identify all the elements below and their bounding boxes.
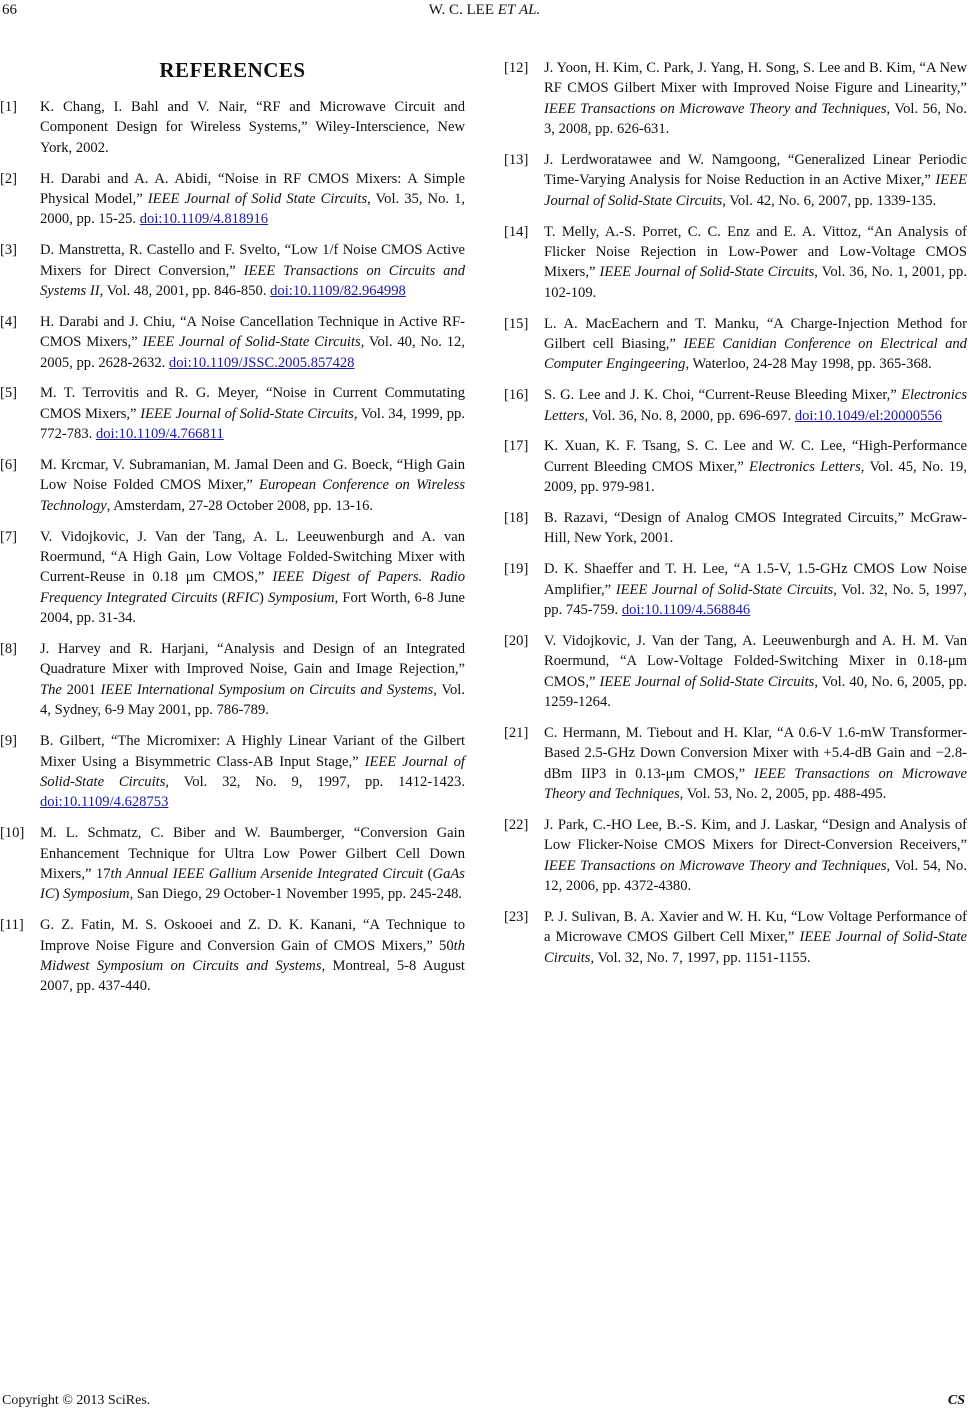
reference-text-segment: , Vol. 56, No. 3, 2008, pp. 626-631. [544,100,967,138]
reference-source-italic: th Midwest Symposium on Circuits and Systems [40,937,465,974]
reference-number: [22] [504,816,529,833]
reference-text-segment: , Vol. 40, No. 12, 2005, pp. 2628-2632. [40,334,465,371]
reference-item [0,240,465,301]
reference-text-segment: P. J. Sulivan, B. A. Xavier and W. H. Ku, “Low Voltage Performance of a Microwave CMOS Gilbert Cell Mixer,” [544,908,967,946]
page-header [0,0,969,28]
page-footer [0,1393,969,1413]
reference-number: [20] [504,632,529,649]
reference-text-segment: V. Vidojkovic, J. Van der Tang, A. Leeuwenburgh and A. H. M. Van Roermund, “A Low-Voltage Folded-Switching Mixer in 0.18-μm CMOS,” [544,632,967,690]
reference-text-segment: , Vol. 32, No. 9, 1997, pp. 1412-1423. [165,773,465,790]
reference-number: [13] [504,152,529,169]
reference-number: [15] [504,315,529,332]
reference-text-segment: , Waterloo, 24-28 May 1998, pp. 365-368. [685,356,932,373]
doi-link[interactable]: doi:10.1109/4.568846 [621,602,751,619]
running-head-author: W. C. LEE [428,2,494,18]
reference-text [544,508,967,549]
doi-link[interactable]: doi:10.1109/JSSC.2005.857428 [168,354,355,371]
left-column [0,58,465,1007]
reference-text-segment: , Vol. 42, No. 6, 2007, pp. 1339-135. [722,192,937,209]
reference-text-segment: , Vol. 34, 1999, pp. 772-783. [40,405,465,443]
reference-text [40,823,465,905]
reference-text [544,559,967,620]
reference-text [544,723,967,805]
reference-text-segment: J. Park, C.-HO Lee, B.-S. Kim, and J. Laskar, “Design and Analysis of Low Flicker-Noise CMOS Mixers for Direct-Conversion Receivers,” [544,816,967,854]
reference-text-segment: , Vol. 48, 2001, pp. 846-850. [99,283,271,300]
doi-link[interactable]: doi:10.1109/4.766811 [95,426,224,443]
reference-number: [21] [504,724,529,741]
reference-number: [7] [0,528,18,545]
reference-text-segment: , Vol. 40, No. 6, 2005, pp. 1259-1264. [544,673,968,711]
reference-source-italic: IEEE Digest of Papers. Radio Frequency Integrated Circuits [40,569,465,606]
reference-text-segment: , Vol. 32, No. 5, 1997, pp. 745-759. [544,581,967,619]
reference-source-italic: IEEE Journal of Solid-State Circuits [599,264,815,281]
reference-text-segment: C. Hermann, M. Tiebout and H. Klar, “A 0.6-V 1.6-mW Transformer-Based 2.5-GHz Down Conversion Mixer with +5.4-dB Gain and −2.8-dBm IIP3 in 0.13-μm CMOS,” [544,724,967,782]
reference-source-italic: IEEE Transactions on Microwave Theory and Techniques [544,100,887,117]
reference-number: [4] [0,313,18,330]
reference-item [0,823,465,905]
reference-text-segment: , Fort Worth, 6-8 June 2004, pp. 31-34. [40,589,465,627]
reference-text [40,97,465,158]
reference-source-italic: IEEE International Symposium on Circuits and Systems [100,681,434,698]
reference-number: [11] [0,917,24,934]
reference-text-segment: , Amsterdam, 27-28 October 2008, pp. 13-16. [106,497,374,514]
reference-text-segment: , Vol. 35, No. 1, 2000, pp. 15-25. [40,191,466,228]
references-heading: REFERENCES [159,58,306,82]
reference-text [544,222,967,304]
reference-text [544,436,967,497]
reference-text-segment: M. L. Schmatz, C. Biber and W. Baumberger, “Conversion Gain Enhancement Technique for Ultra Low Power Gilbert Cell Down Mixers,” 17 [40,825,465,882]
reference-source-italic: IEEE Journal of Solid State Circuits [147,191,368,208]
reference-source-italic: IEEE Journal of Solid-State Circuits [599,673,815,690]
doi-link[interactable]: doi:10.1109/4.818916 [139,211,269,228]
reference-text-segment: ) [259,589,269,606]
reference-source-italic: IEEE Journal of Solid-State Circuits [142,334,361,351]
reference-text-segment: ( [423,865,433,882]
reference-text-segment: , Vol. 4, Sydney, 6-9 May 2001, pp. 786-789. [40,681,465,719]
reference-source-italic: IEEE Transactions on Microwave Theory and Techniques [544,857,887,874]
reference-number: [8] [0,641,18,658]
reference-number: [3] [0,242,18,259]
reference-text-segment: , Vol. 32, No. 7, 1997, pp. 1151-1155. [590,949,811,966]
right-column [504,58,967,979]
reference-item [504,815,967,897]
reference-item [504,150,967,211]
reference-source-italic: IEEE Journal of Solid-State Circuits [544,929,967,966]
reference-text-segment: L. A. MacEachern and T. Manku, “A Charge-Injection Method for Gilbert cell Biasing,” [544,315,967,353]
reference-item [0,312,465,373]
reference-text [544,58,967,140]
reference-text-segment: , Vol. 45, No. 19, 2009, pp. 979-981. [544,458,967,496]
reference-number: [6] [0,457,18,474]
reference-text-segment: ( [217,589,227,606]
reference-text [544,314,967,375]
reference-text-segment: M. T. Terrovitis and R. G. Meyer, “Noise in Current Commutating CMOS Mixers,” [40,385,465,422]
reference-text-segment: H. Darabi and J. Chiu, “A Noise Cancellation Technique in Active RF-CMOS Mixers,” [40,313,465,351]
reference-text-segment: ) [54,886,64,903]
reference-item [504,723,967,805]
reference-item [0,169,465,230]
reference-number: [14] [504,223,529,240]
reference-text-segment: , Vol. 36, No. 8, 2000, pp. 696-697. [584,407,795,424]
reference-number: [23] [504,908,529,925]
reference-text-segment: H. Darabi and A. A. Abidi, “Noise in RF CMOS Mixers: A Simple Physical Model,” [40,170,465,208]
reference-text-segment: , Montreal, 5-8 August 2007, pp. 437-440. [40,957,465,995]
reference-text-segment: G. Z. Fatin, M. S. Oskooei and Z. D. K. Kanani, “A Technique to Improve Noise Figure and Conversion Gain of CMOS Mixers,” 50 [40,917,465,954]
doi-link[interactable]: doi:10.1109/82.964998 [270,283,406,300]
reference-text-segment: K. Xuan, K. F. Tsang, S. C. Lee and W. C. Lee, “High-Performance Current Bleeding CMOS Mixer,” [544,438,967,475]
reference-number: [16] [504,387,529,404]
reference-number: [9] [0,733,18,750]
reference-text-segment: J. Lerdworatawee and W. Namgoong, “Generalized Linear Periodic Time-Varying Analysis for Noise Reduction in an Active Mixer,” [544,152,967,189]
reference-item [0,383,465,444]
reference-source-italic: IEEE Journal of Solid-State Circuits [615,581,834,598]
reference-source-italic: The [40,681,62,698]
reference-source-italic: European Conference on Wireless Technology [40,477,465,514]
doi-link[interactable]: doi:10.1109/4.628753 [40,794,169,811]
reference-text-segment: B. Gilbert, “The Micromixer: A Highly Linear Variant of the Gilbert Mixer Using a Bisymmetric Class-AB Input Stage,” [40,733,465,770]
reference-text [544,907,967,968]
reference-source-italic: th Annual IEEE Gallium Arsenide Integrated Circuit [110,865,424,882]
reference-item [504,58,967,140]
reference-item [0,455,465,516]
reference-source-italic: IEEE Canidian Conference on Electrical and Computer Engingeering [544,336,967,373]
reference-item [0,97,465,158]
reference-item [504,508,967,549]
reference-text [40,455,465,516]
reference-text-segment: D. K. Shaeffer and T. H. Lee, “A 1.5-V, 1.5-GHz CMOS Low Noise Amplifier,” [544,561,967,598]
reference-item [504,314,967,375]
reference-text [544,150,967,211]
reference-text-segment: , Vol. 53, No. 2, 2005, pp. 488-495. [679,786,887,803]
reference-number: [10] [0,825,25,842]
reference-number: [17] [504,438,529,455]
reference-source-italic: Electronics Letters [544,387,967,424]
reference-text-segment: , San Diego, 29 October-1 November 1995, pp. 245-248. [129,886,463,903]
reference-text-segment: J. Harvey and R. Harjani, “Analysis and Design of an Integrated Quadrature Mixer with Improved Noise, Gain and Image Rejection,” [40,641,465,678]
reference-text-segment: J. Yoon, H. Kim, C. Park, J. Yang, H. Song, S. Lee and B. Kim, “A New RF CMOS Gilbert Mixer with Improved Noise Figure and Linearity,” [544,60,967,97]
reference-text [544,385,967,426]
reference-text-segment: B. Razavi, “Design of Analog CMOS Integrated Circuits,” McGraw-Hill, New York, 2001. [544,510,967,547]
reference-text-segment: , Vol. 54, No. 12, 2006, pp. 4372-4380. [544,857,967,895]
reference-source-italic: Symposium [63,886,130,903]
references-list-right [504,58,967,968]
reference-text [40,527,465,629]
reference-source-italic: Electronics Letters [749,458,861,475]
reference-text-segment: V. Vidojkovic, J. Van der Tang, A. L. Leeuwenburgh and A. van Roermund, “A High Gain, Low Voltage Folded-Switching Mixer with Current-Reuse in 0.18 μm CMOS,” [40,528,465,586]
running-head-et: ET [497,2,516,18]
reference-text-segment: , Vol. 36, No. 1, 2001, pp. 102-109. [544,264,967,301]
reference-text-segment: M. Krcmar, V. Subramanian, M. Jamal Deen and G. Boeck, “High Gain Low Noise Folded CMOS Mixer,” [40,457,465,494]
reference-text [40,312,465,373]
journal-abbreviation: CS [947,1393,965,1408]
reference-source-italic: IEEE Transactions on Microwave Theory and Techniques [544,765,967,803]
reference-item [504,559,967,620]
running-head [0,2,969,19]
reference-source-italic: RFIC [226,589,260,606]
reference-text [40,240,465,301]
reference-source-italic: IEEE Journal of Solid-State Circuits [140,405,354,422]
reference-number: [5] [0,385,18,402]
reference-item [504,631,967,713]
reference-item [0,527,465,629]
page-number: 66 [2,2,17,18]
reference-text [544,631,967,713]
running-head-al: AL. [519,2,541,18]
reference-text [40,639,465,721]
reference-source-italic: IEEE Journal of Solid-State Circuits [40,753,465,790]
reference-source-italic: IEEE Journal of Solid-State Circuits [544,172,967,209]
reference-text [544,815,967,897]
reference-item [504,385,967,426]
reference-text [40,915,465,997]
reference-text-segment: S. G. Lee and J. K. Choi, “Current-Reuse Bleeding Mixer,” [544,387,902,404]
reference-source-italic: Symposium [268,589,335,606]
reference-item [0,915,465,997]
reference-number: [1] [0,99,18,115]
reference-item [504,222,967,304]
reference-number: [19] [504,561,529,578]
doi-link[interactable]: doi:10.1049/el:20000556 [794,407,942,424]
reference-number: [12] [504,60,529,76]
reference-text [40,169,465,230]
reference-text [40,731,465,813]
reference-item [0,639,465,721]
reference-text-segment: D. Manstretta, R. Castello and F. Svelto, “Low 1/f Noise CMOS Active Mixers for Direct Conversion,” [40,242,465,279]
reference-text-segment: 2001 [61,681,101,698]
reference-item [504,907,967,968]
reference-text-segment: K. Chang, I. Bahl and V. Nair, “RF and Microwave Circuit and Component Design for Wireless Systems,” Wiley-Interscience, New York, 2002. [40,99,465,156]
reference-number: [18] [504,510,529,527]
reference-source-italic: GaAs IC [40,865,465,903]
reference-source-italic: IEEE Transactions on Circuits and Systems II [40,262,465,300]
reference-item [504,436,967,497]
reference-item [0,731,465,813]
copyright-notice: Copyright © 2013 SciRes. [2,1393,151,1408]
reference-text [40,383,465,444]
reference-number: [2] [0,170,18,187]
reference-text-segment: T. Melly, A.-S. Porret, C. C. Enz and E. A. Vittoz, “An Analysis of Flicker Noise Rejection in Low-Power and Low-Voltage CMOS Mixers,” [544,223,967,281]
references-list-left [0,97,465,997]
